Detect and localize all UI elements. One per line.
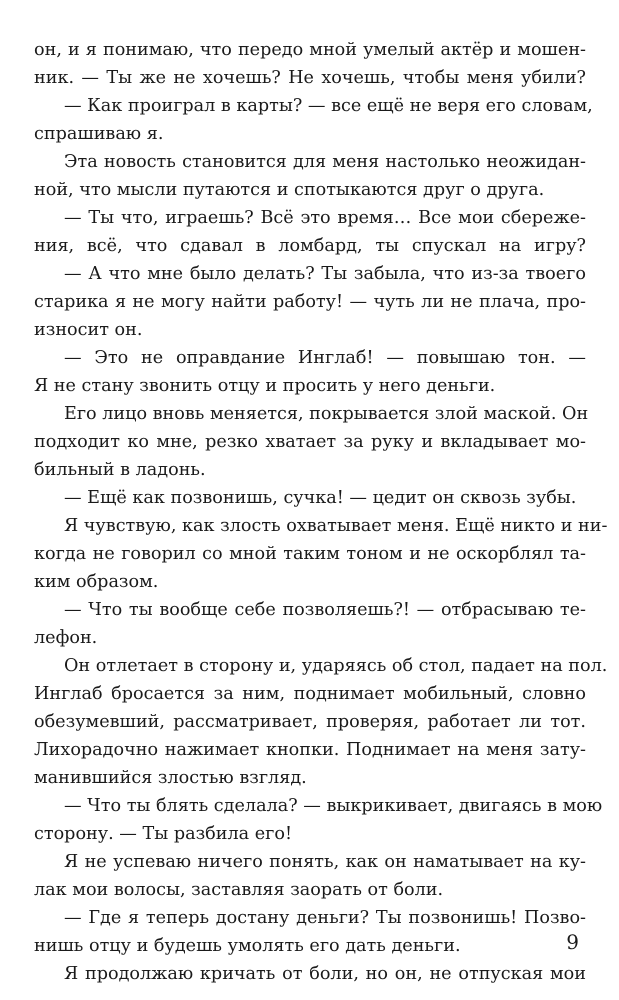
text-line: Я чувствую, как злость охватывает меня. Ещё никто и ни- <box>64 516 608 536</box>
text-line: — Ты что, играешь? Всё это время… Все мои сбереже- <box>64 208 586 228</box>
page-number: 9 <box>566 930 579 954</box>
text-line: — Как проиграл в карты? — все ещё не веря его словам, <box>64 96 593 116</box>
text-line: сторону. — Ты разбила его! <box>34 824 293 844</box>
text-line: Инглаб бросается за ним, поднимает мобильный, словно <box>34 684 586 704</box>
text-line: Его лицо вновь меняется, покрывается злой маской. Он <box>64 404 589 424</box>
text-line: Он отлетает в сторону и, ударяясь об стол, падает на пол. <box>64 656 608 676</box>
text-line: подходит ко мне, резко хватает за руку и вкладывает мо- <box>34 432 586 452</box>
text-line: ной, что мысли путаются и спотыкаются друг о друга. <box>34 180 545 200</box>
text-line: манившийся злостью взгляд. <box>34 768 307 788</box>
text-line: бильный в ладонь. <box>34 460 206 480</box>
text-line: Лихорадочно нажимает кнопки. Поднимает на меня зату- <box>34 740 586 760</box>
text-line: — Что ты вообще себе позволяешь?! — отбрасываю те- <box>64 600 586 620</box>
text-line: Я не стану звонить отцу и просить у него деньги. <box>34 376 496 396</box>
text-line: спрашиваю я. <box>34 124 164 144</box>
text-line: обезумевший, рассматривает, проверяя, работает ли тот. <box>34 712 586 732</box>
text-line: ник. — Ты же не хочешь? Не хочешь, чтобы меня убили? <box>34 68 586 88</box>
text-line: износит он. <box>34 320 143 340</box>
text-line: лефон. <box>34 628 98 648</box>
text-line: когда не говорил со мной таким тоном и не оскорблял та- <box>34 544 586 564</box>
text-line: Я продолжаю кричать от боли, но он, не отпуская мои <box>64 964 586 984</box>
text-line: — Ещё как позвонишь, сучка! — цедит он сквозь зубы. <box>64 488 577 508</box>
text-line: он, и я понимаю, что передо мной умелый актёр и мошен- <box>34 40 586 60</box>
text-line: ким образом. <box>34 572 159 592</box>
text-line: Эта новость становится для меня настолько неожидан- <box>64 152 586 172</box>
text-line: нишь отцу и будешь умолять его дать деньги. <box>34 936 461 956</box>
text-line: — Что ты блять сделала? — выкрикивает, двигаясь в мою <box>64 796 603 816</box>
text-line: — Это не оправдание Инглаб! — повышаю тон. — <box>64 348 586 368</box>
text-line: ния, всё, что сдавал в ломбард, ты спускал на игру? <box>34 236 586 256</box>
text-line: лак мои волосы, заставляя заорать от боли. <box>34 880 444 900</box>
text-line: старика я не могу найти работу! — чуть ли не плача, про- <box>34 292 586 312</box>
text-line: Я не успеваю ничего понять, как он наматывает на ку- <box>64 852 586 872</box>
text-line: — Где я теперь достану деньги? Ты позвонишь! Позво- <box>64 908 586 928</box>
text-line: — А что мне было делать? Ты забыла, что из-за твоего <box>64 264 586 284</box>
